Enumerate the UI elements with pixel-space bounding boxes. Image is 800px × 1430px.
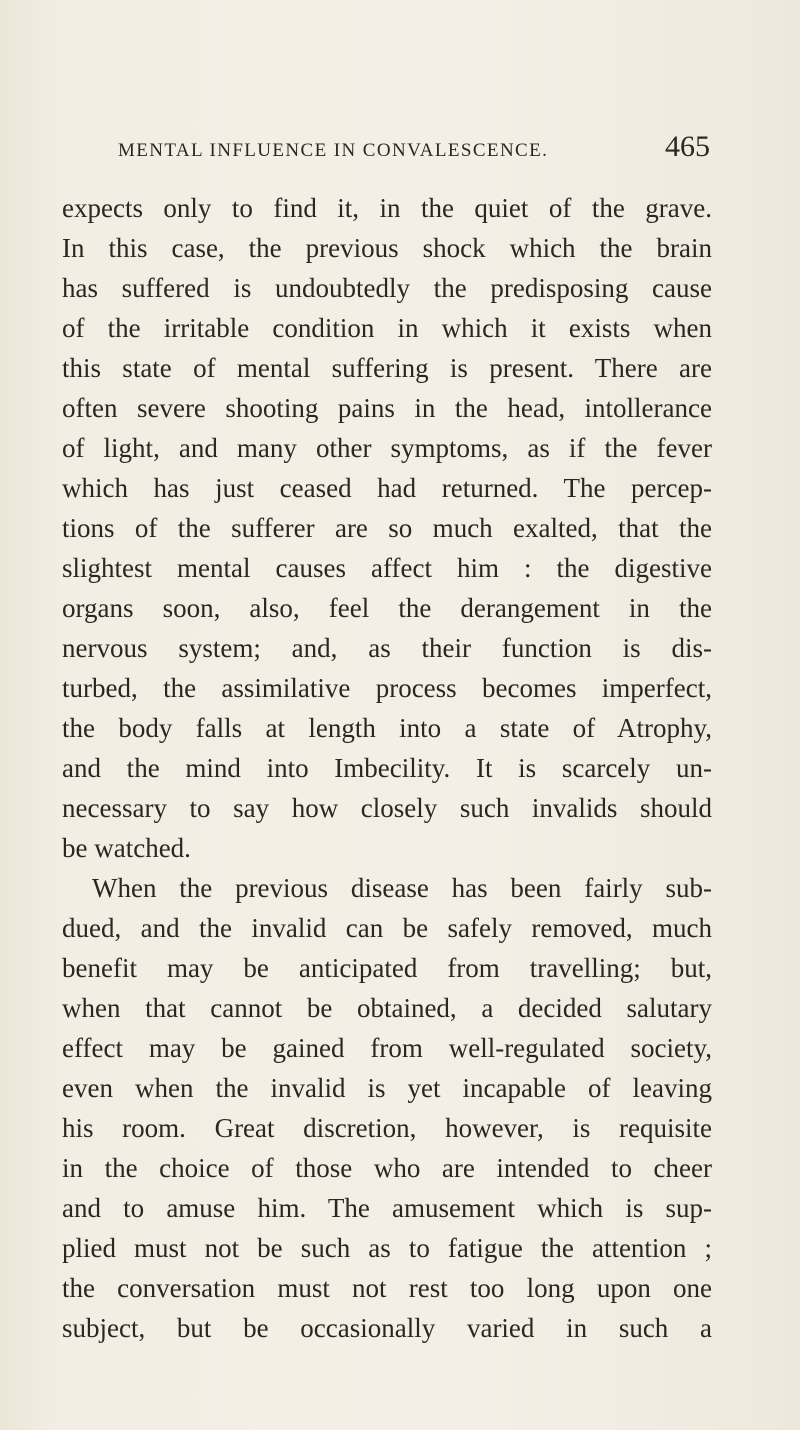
text-line: often severe shooting pains in the head, intollerance: [62, 393, 712, 423]
text-line: of the irritable condition in which it exists when: [62, 313, 712, 343]
text-line: which has just ceased had returned. The percep-: [62, 473, 712, 503]
text-line: when that cannot be obtained, a decided salutary: [62, 993, 712, 1023]
text-line: dued, and the invalid can be safely removed, much: [62, 913, 712, 943]
text-line: in the choice of those who are intended to cheer: [62, 1153, 712, 1183]
text-line: even when the invalid is yet incapable of leaving: [62, 1073, 712, 1103]
running-head: MENTAL INFLUENCE IN CONVALESCENCE.: [118, 140, 549, 161]
page-header: [118, 130, 710, 176]
text-line: necessary to say how closely such invalids should: [62, 793, 712, 823]
text-line: of light, and many other symptoms, as if the fever: [62, 433, 712, 463]
text-line: has suffered is undoubtedly the predisposing cause: [62, 273, 712, 303]
text-line: and the mind into Imbecility. It is scarcely un-: [62, 753, 712, 783]
text-line: this state of mental suffering is present. There are: [62, 353, 712, 383]
text-line: plied must not be such as to fatigue the attention ;: [62, 1233, 712, 1263]
text-line: turbed, the assimilative process becomes imperfect,: [62, 673, 712, 703]
text-line: tions of the sufferer are so much exalted, that the: [62, 513, 712, 543]
text-line: the conversation must not rest too long upon one: [62, 1273, 712, 1303]
text-line: nervous system; and, as their function is dis-: [62, 633, 712, 663]
text-line: subject, but be occasionally varied in such a: [62, 1313, 712, 1343]
text-line: be watched.: [62, 833, 191, 863]
paragraph-start-line: When the previous disease has been fairly sub-: [92, 873, 712, 903]
text-line: the body falls at length into a state of Atrophy,: [62, 713, 712, 743]
text-line: slightest mental causes affect him : the digestive: [62, 553, 712, 583]
text-line: In this case, the previous shock which the brain: [62, 233, 712, 263]
text-line: effect may be gained from well-regulated society,: [62, 1033, 712, 1063]
text-line: expects only to find it, in the quiet of the grave.: [62, 193, 712, 223]
text-line: and to amuse him. The amusement which is sup-: [62, 1193, 712, 1223]
text-line: benefit may be anticipated from travelling; but,: [62, 953, 712, 983]
text-line: his room. Great discretion, however, is requisite: [62, 1113, 712, 1143]
page-number: 465: [665, 130, 710, 163]
text-line: organs soon, also, feel the derangement in the: [62, 593, 712, 623]
